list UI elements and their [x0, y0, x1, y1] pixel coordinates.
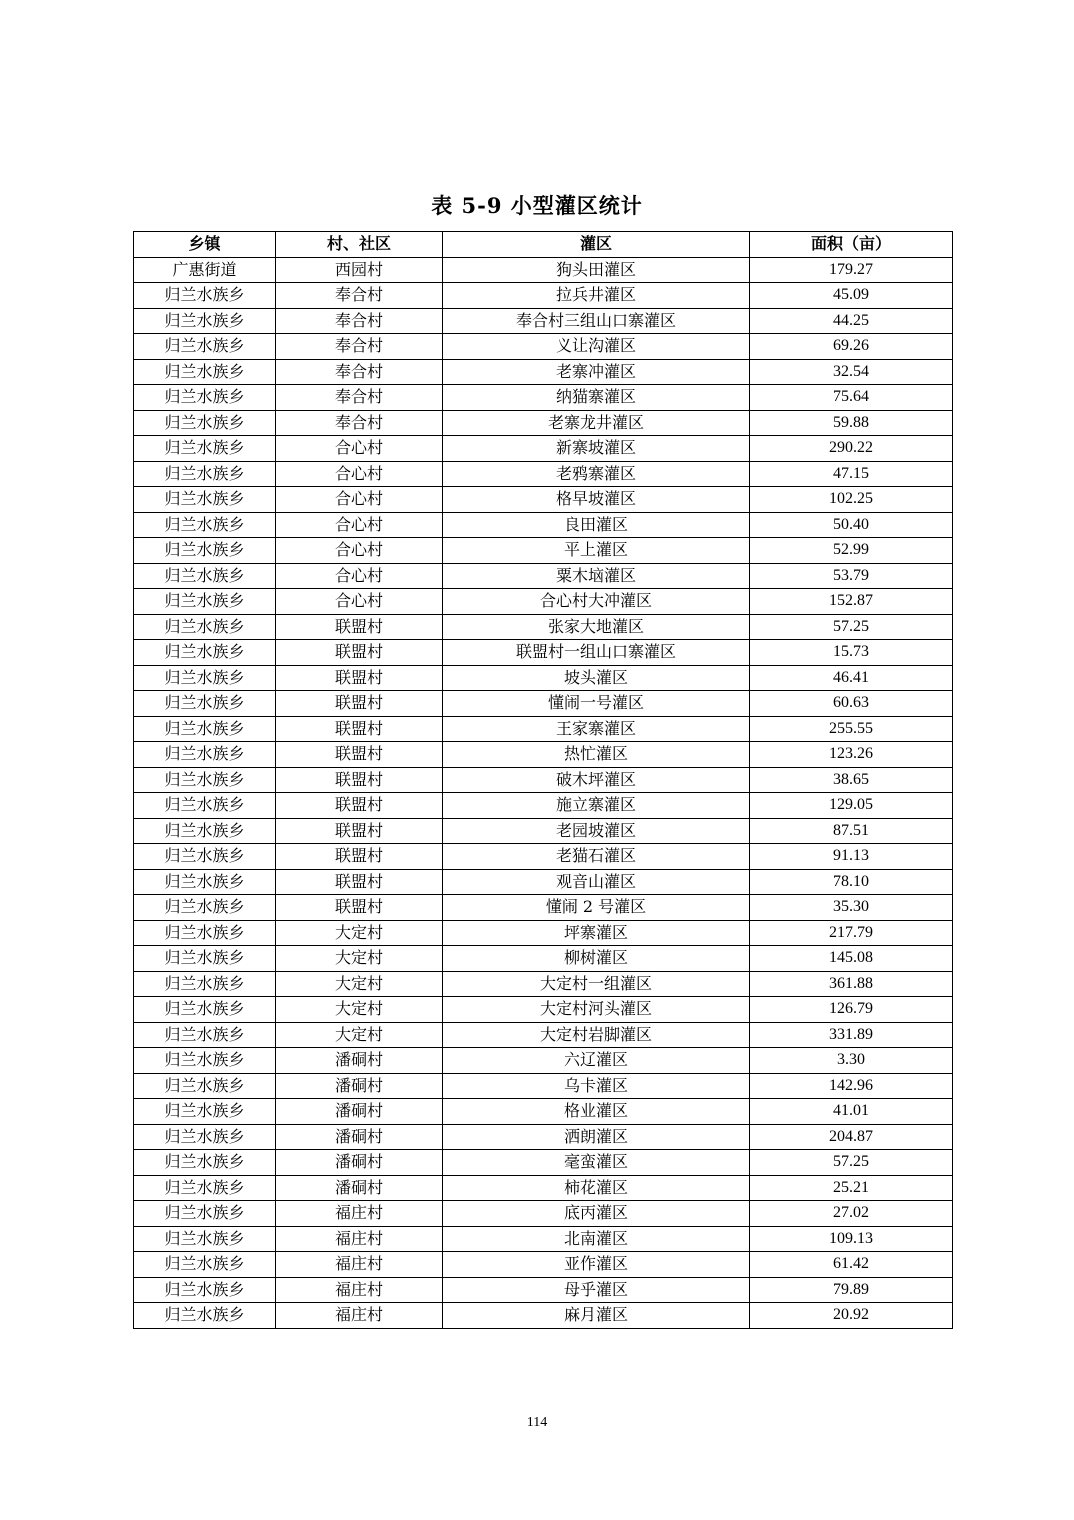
cell-township: 归兰水族乡 [134, 665, 276, 691]
cell-village: 潘硐村 [276, 1124, 443, 1150]
cell-township: 归兰水族乡 [134, 334, 276, 360]
cell-area: 20.92 [750, 1303, 953, 1329]
cell-area: 44.25 [750, 308, 953, 334]
irrigation-district-table [133, 231, 953, 1329]
header-irrigation-district: 灌区 [443, 232, 750, 258]
cell-village: 奉合村 [276, 359, 443, 385]
cell-area: 91.13 [750, 844, 953, 870]
table-row [134, 538, 953, 564]
cell-irrigation-district: 格早坡灌区 [443, 487, 750, 513]
cell-irrigation-district: 毫蛮灌区 [443, 1150, 750, 1176]
cell-village: 奉合村 [276, 283, 443, 309]
table-row [134, 410, 953, 436]
cell-village: 联盟村 [276, 665, 443, 691]
table-row [134, 1048, 953, 1074]
cell-area: 41.01 [750, 1099, 953, 1125]
cell-irrigation-district: 老寨龙井灌区 [443, 410, 750, 436]
cell-township: 归兰水族乡 [134, 1201, 276, 1227]
cell-township: 归兰水族乡 [134, 410, 276, 436]
cell-area: 38.65 [750, 767, 953, 793]
cell-irrigation-district: 坪寨灌区 [443, 920, 750, 946]
cell-village: 合心村 [276, 538, 443, 564]
cell-township: 归兰水族乡 [134, 1303, 276, 1329]
cell-village: 福庄村 [276, 1226, 443, 1252]
cell-township: 归兰水族乡 [134, 385, 276, 411]
cell-area: 32.54 [750, 359, 953, 385]
table-row [134, 869, 953, 895]
table-row [134, 742, 953, 768]
cell-township: 归兰水族乡 [134, 359, 276, 385]
table-row [134, 1226, 953, 1252]
cell-irrigation-district: 张家大地灌区 [443, 614, 750, 640]
cell-area: 78.10 [750, 869, 953, 895]
cell-village: 联盟村 [276, 691, 443, 717]
cell-township: 归兰水族乡 [134, 971, 276, 997]
cell-township: 归兰水族乡 [134, 793, 276, 819]
cell-irrigation-district: 破木坪灌区 [443, 767, 750, 793]
cell-township: 归兰水族乡 [134, 308, 276, 334]
table-row [134, 844, 953, 870]
cell-irrigation-district: 平上灌区 [443, 538, 750, 564]
cell-irrigation-district: 六辽灌区 [443, 1048, 750, 1074]
cell-township: 归兰水族乡 [134, 1175, 276, 1201]
table-row [134, 589, 953, 615]
cell-village: 大定村 [276, 997, 443, 1023]
cell-irrigation-district: 义让沟灌区 [443, 334, 750, 360]
cell-township: 归兰水族乡 [134, 920, 276, 946]
cell-township: 归兰水族乡 [134, 589, 276, 615]
cell-irrigation-district: 拉兵井灌区 [443, 283, 750, 309]
cell-area: 152.87 [750, 589, 953, 615]
table-row [134, 563, 953, 589]
cell-village: 大定村 [276, 920, 443, 946]
cell-township: 归兰水族乡 [134, 461, 276, 487]
cell-irrigation-district: 乌卡灌区 [443, 1073, 750, 1099]
table-row [134, 614, 953, 640]
cell-village: 大定村 [276, 1022, 443, 1048]
table-row [134, 997, 953, 1023]
cell-village: 大定村 [276, 971, 443, 997]
cell-irrigation-district: 大定村河头灌区 [443, 997, 750, 1023]
cell-irrigation-district: 老寨冲灌区 [443, 359, 750, 385]
table-row [134, 359, 953, 385]
cell-area: 53.79 [750, 563, 953, 589]
cell-irrigation-district: 新寨坡灌区 [443, 436, 750, 462]
table-row [134, 257, 953, 283]
table-row [134, 385, 953, 411]
cell-village: 奉合村 [276, 385, 443, 411]
cell-village: 合心村 [276, 487, 443, 513]
cell-irrigation-district: 母乎灌区 [443, 1277, 750, 1303]
cell-village: 福庄村 [276, 1277, 443, 1303]
cell-village: 奉合村 [276, 410, 443, 436]
cell-irrigation-district: 懂闹一号灌区 [443, 691, 750, 717]
cell-village: 联盟村 [276, 895, 443, 921]
header-area: 面积（亩） [750, 232, 953, 258]
table-row [134, 1175, 953, 1201]
cell-area: 179.27 [750, 257, 953, 283]
cell-township: 归兰水族乡 [134, 1252, 276, 1278]
table-row [134, 946, 953, 972]
cell-township: 归兰水族乡 [134, 1073, 276, 1099]
cell-village: 潘硐村 [276, 1073, 443, 1099]
cell-village: 联盟村 [276, 793, 443, 819]
cell-township: 归兰水族乡 [134, 1022, 276, 1048]
cell-area: 255.55 [750, 716, 953, 742]
cell-village: 合心村 [276, 461, 443, 487]
cell-area: 204.87 [750, 1124, 953, 1150]
table-row [134, 1252, 953, 1278]
cell-area: 123.26 [750, 742, 953, 768]
table-row [134, 1201, 953, 1227]
cell-area: 79.89 [750, 1277, 953, 1303]
cell-village: 联盟村 [276, 869, 443, 895]
cell-village: 潘硐村 [276, 1048, 443, 1074]
cell-irrigation-district: 老猫石灌区 [443, 844, 750, 870]
cell-village: 联盟村 [276, 614, 443, 640]
cell-irrigation-district: 纳猫寨灌区 [443, 385, 750, 411]
cell-township: 归兰水族乡 [134, 818, 276, 844]
cell-irrigation-district: 坡头灌区 [443, 665, 750, 691]
table-row [134, 716, 953, 742]
cell-township: 归兰水族乡 [134, 691, 276, 717]
cell-irrigation-district: 麻月灌区 [443, 1303, 750, 1329]
cell-township: 归兰水族乡 [134, 716, 276, 742]
cell-area: 142.96 [750, 1073, 953, 1099]
table-row [134, 436, 953, 462]
cell-area: 61.42 [750, 1252, 953, 1278]
cell-township: 归兰水族乡 [134, 1124, 276, 1150]
cell-township: 归兰水族乡 [134, 512, 276, 538]
cell-irrigation-district: 观音山灌区 [443, 869, 750, 895]
cell-village: 联盟村 [276, 767, 443, 793]
cell-village: 奉合村 [276, 334, 443, 360]
cell-village: 合心村 [276, 563, 443, 589]
table-row [134, 461, 953, 487]
cell-irrigation-district: 亚作灌区 [443, 1252, 750, 1278]
header-township: 乡镇 [134, 232, 276, 258]
table-row [134, 895, 953, 921]
cell-area: 3.30 [750, 1048, 953, 1074]
cell-area: 290.22 [750, 436, 953, 462]
cell-village: 合心村 [276, 589, 443, 615]
cell-area: 145.08 [750, 946, 953, 972]
cell-area: 59.88 [750, 410, 953, 436]
cell-township: 归兰水族乡 [134, 538, 276, 564]
cell-township: 归兰水族乡 [134, 742, 276, 768]
cell-village: 潘硐村 [276, 1175, 443, 1201]
cell-village: 合心村 [276, 512, 443, 538]
cell-irrigation-district: 北南灌区 [443, 1226, 750, 1252]
cell-irrigation-district: 老鸦寨灌区 [443, 461, 750, 487]
table-row [134, 640, 953, 666]
cell-irrigation-district: 柿花灌区 [443, 1175, 750, 1201]
table-row [134, 1124, 953, 1150]
header-village: 村、社区 [276, 232, 443, 258]
cell-irrigation-district: 良田灌区 [443, 512, 750, 538]
table-row [134, 1022, 953, 1048]
cell-area: 47.15 [750, 461, 953, 487]
cell-village: 潘硐村 [276, 1150, 443, 1176]
cell-township: 归兰水族乡 [134, 283, 276, 309]
cell-area: 15.73 [750, 640, 953, 666]
table-row [134, 818, 953, 844]
cell-township: 归兰水族乡 [134, 1099, 276, 1125]
cell-irrigation-district: 大定村一组灌区 [443, 971, 750, 997]
table-row [134, 665, 953, 691]
cell-area: 50.40 [750, 512, 953, 538]
cell-township: 归兰水族乡 [134, 436, 276, 462]
cell-township: 归兰水族乡 [134, 487, 276, 513]
table-row [134, 1303, 953, 1329]
cell-village: 联盟村 [276, 818, 443, 844]
table-row [134, 971, 953, 997]
table-row [134, 512, 953, 538]
cell-township: 归兰水族乡 [134, 563, 276, 589]
cell-township: 归兰水族乡 [134, 1048, 276, 1074]
cell-irrigation-district: 联盟村一组山口寨灌区 [443, 640, 750, 666]
cell-area: 60.63 [750, 691, 953, 717]
cell-village: 联盟村 [276, 844, 443, 870]
cell-area: 57.25 [750, 1150, 953, 1176]
cell-area: 126.79 [750, 997, 953, 1023]
cell-irrigation-district: 格业灌区 [443, 1099, 750, 1125]
cell-irrigation-district: 柳树灌区 [443, 946, 750, 972]
cell-irrigation-district: 奉合村三组山口寨灌区 [443, 308, 750, 334]
cell-village: 奉合村 [276, 308, 443, 334]
cell-township: 归兰水族乡 [134, 844, 276, 870]
table-row [134, 1150, 953, 1176]
cell-area: 129.05 [750, 793, 953, 819]
table-header-row [134, 232, 953, 258]
cell-township: 广惠街道 [134, 257, 276, 283]
cell-village: 福庄村 [276, 1303, 443, 1329]
cell-area: 331.89 [750, 1022, 953, 1048]
cell-township: 归兰水族乡 [134, 997, 276, 1023]
table-row [134, 767, 953, 793]
cell-irrigation-district: 施立寨灌区 [443, 793, 750, 819]
cell-irrigation-district: 懂闹 2 号灌区 [443, 895, 750, 921]
cell-township: 归兰水族乡 [134, 1150, 276, 1176]
cell-irrigation-district: 粟木垴灌区 [443, 563, 750, 589]
cell-village: 合心村 [276, 436, 443, 462]
cell-area: 75.64 [750, 385, 953, 411]
cell-irrigation-district: 合心村大冲灌区 [443, 589, 750, 615]
table-row [134, 920, 953, 946]
table-title: 表 5-9 小型灌区统计 [431, 193, 643, 218]
cell-village: 潘硐村 [276, 1099, 443, 1125]
table-row [134, 1277, 953, 1303]
cell-village: 西园村 [276, 257, 443, 283]
cell-township: 归兰水族乡 [134, 869, 276, 895]
cell-area: 27.02 [750, 1201, 953, 1227]
cell-area: 217.79 [750, 920, 953, 946]
page-number: 114 [526, 1415, 548, 1430]
cell-irrigation-district: 王家寨灌区 [443, 716, 750, 742]
cell-township: 归兰水族乡 [134, 640, 276, 666]
cell-area: 361.88 [750, 971, 953, 997]
cell-township: 归兰水族乡 [134, 895, 276, 921]
cell-area: 102.25 [750, 487, 953, 513]
cell-irrigation-district: 老园坡灌区 [443, 818, 750, 844]
cell-area: 25.21 [750, 1175, 953, 1201]
cell-township: 归兰水族乡 [134, 1277, 276, 1303]
cell-irrigation-district: 热忙灌区 [443, 742, 750, 768]
cell-area: 35.30 [750, 895, 953, 921]
cell-village: 福庄村 [276, 1201, 443, 1227]
cell-village: 联盟村 [276, 640, 443, 666]
table-body [134, 257, 953, 1328]
table-row [134, 1099, 953, 1125]
cell-area: 69.26 [750, 334, 953, 360]
cell-village: 大定村 [276, 946, 443, 972]
cell-area: 87.51 [750, 818, 953, 844]
cell-area: 109.13 [750, 1226, 953, 1252]
cell-irrigation-district: 底丙灌区 [443, 1201, 750, 1227]
cell-village: 福庄村 [276, 1252, 443, 1278]
table-row [134, 793, 953, 819]
table-row [134, 308, 953, 334]
table-row [134, 1073, 953, 1099]
cell-irrigation-district: 洒朗灌区 [443, 1124, 750, 1150]
cell-township: 归兰水族乡 [134, 1226, 276, 1252]
table-row [134, 334, 953, 360]
cell-irrigation-district: 大定村岩脚灌区 [443, 1022, 750, 1048]
table-row [134, 283, 953, 309]
cell-village: 联盟村 [276, 742, 443, 768]
table-row [134, 691, 953, 717]
cell-township: 归兰水族乡 [134, 614, 276, 640]
cell-area: 57.25 [750, 614, 953, 640]
table-row [134, 487, 953, 513]
cell-area: 46.41 [750, 665, 953, 691]
cell-area: 52.99 [750, 538, 953, 564]
cell-township: 归兰水族乡 [134, 767, 276, 793]
cell-area: 45.09 [750, 283, 953, 309]
cell-irrigation-district: 狗头田灌区 [443, 257, 750, 283]
cell-township: 归兰水族乡 [134, 946, 276, 972]
cell-village: 联盟村 [276, 716, 443, 742]
